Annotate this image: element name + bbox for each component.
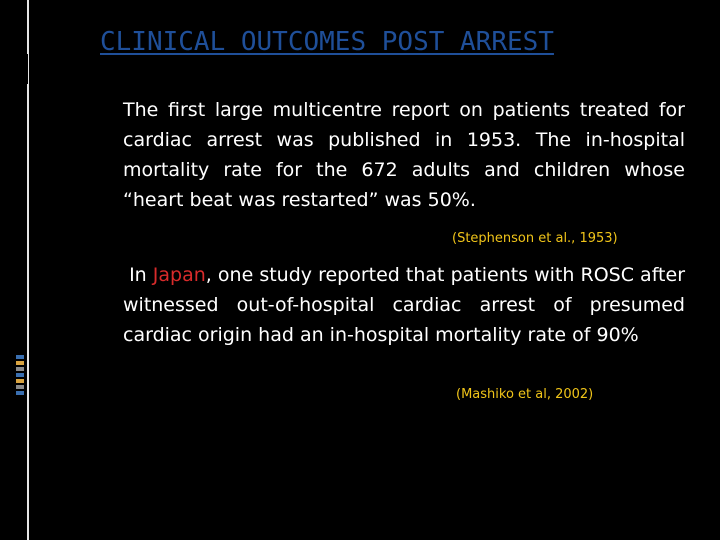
reference-1: (Stephenson et al., 1953) (452, 231, 618, 246)
accent-bar (16, 391, 24, 395)
accent-bar (16, 367, 24, 371)
highlight-japan: Japan (152, 264, 206, 286)
reference-2: (Mashiko et al, 2002) (456, 387, 594, 402)
accent-bar (16, 385, 24, 389)
left-accent-block (14, 54, 28, 84)
paragraph-1: The first large multicentre report on patients treated for cardiac arrest was published in 1953. The in-hospital mortality rate for the 672 adults and children whose “heart beat was restarted” was 50%. (123, 99, 685, 211)
accent-bars (16, 355, 24, 397)
accent-bar (16, 379, 24, 383)
accent-bar (16, 361, 24, 365)
accent-bar (16, 373, 24, 377)
slide-title: CLINICAL OUTCOMES POST ARREST (100, 27, 554, 57)
accent-bar (16, 355, 24, 359)
paragraph-2 (123, 260, 685, 350)
paragraph-2-rest: , one study reported that patients with ROSC after witnessed out-of-hospital cardiac arrest of presumed cardiac origin had an in-hospital mortality rate of 90% (123, 264, 686, 346)
paragraph-2-start: In (129, 264, 153, 286)
